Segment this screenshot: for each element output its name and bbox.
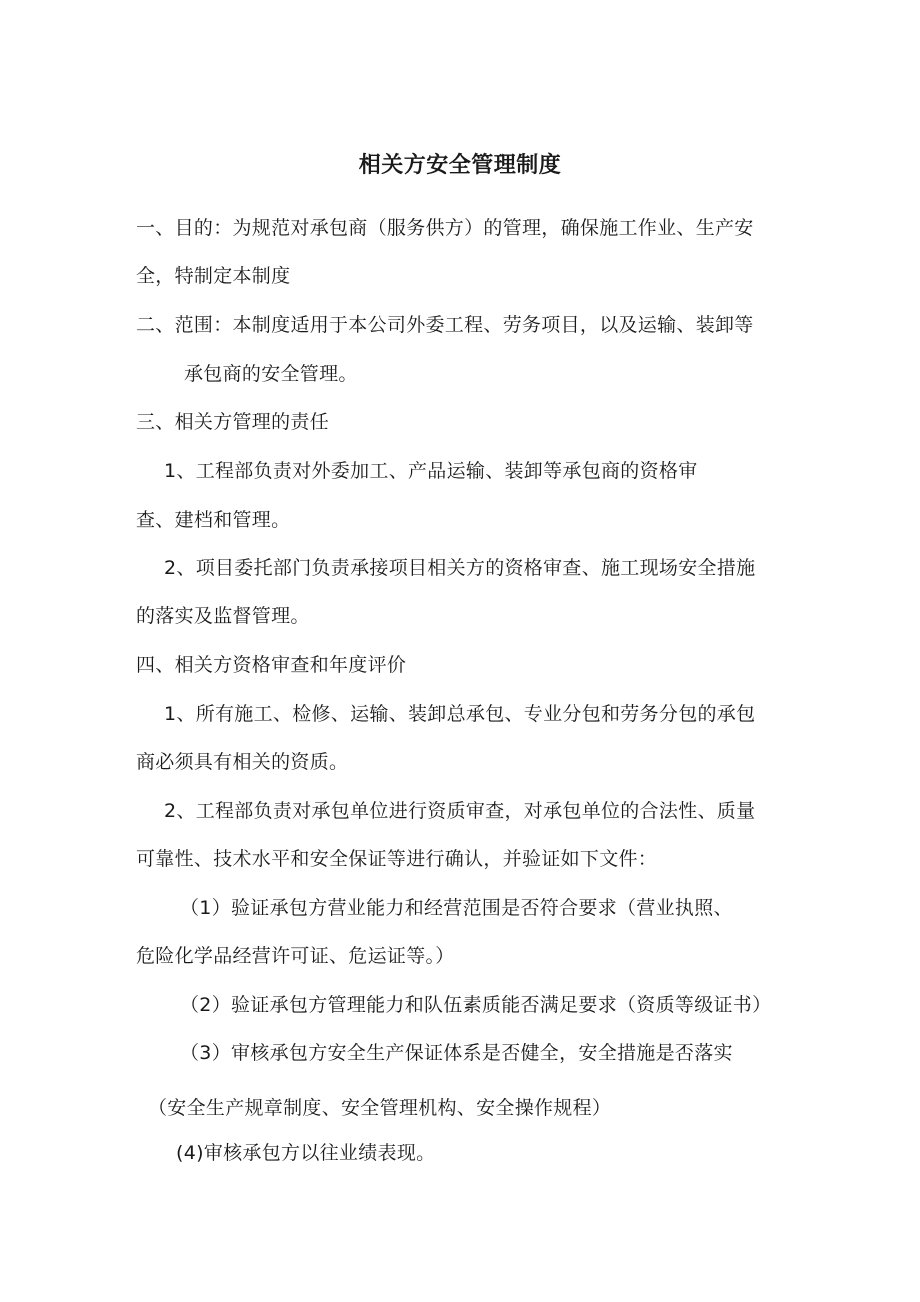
sub-item-2: （2）验证承包方管理能力和队伍素质能否满足要求（资质等级证书） — [180, 994, 772, 1016]
scope-line-1: 二、范围：本制度适用于本公司外委工程、劳务项目，以及运输、装卸等 — [136, 314, 754, 336]
purpose-line-1: 一、目的：为规范对承包商（服务供方）的管理，确保施工作业、生产安 — [136, 217, 754, 239]
scope-line-2: 承包商的安全管理。 — [184, 363, 358, 385]
sub-item-3-line-1: （3）审核承包方安全生产保证体系是否健全，安全措施是否落实 — [180, 1042, 733, 1064]
s4-item-2-line-1: 2、工程部负责对承包单位进行资质审查，对承包单位的合法性、质量 — [164, 800, 756, 822]
s3-item-2-line-1: 2、项目委托部门负责承接项目相关方的资格审查、施工现场安全措施 — [164, 557, 756, 579]
sub-item-4: (4)审核承包方以往业绩表现。 — [176, 1142, 436, 1164]
sub-item-3-line-2: （安全生产规章制度、安全管理机构、安全操作规程） — [148, 1097, 612, 1119]
sub-item-1-line-1: （1）验证承包方营业能力和经营范围是否符合要求（营业执照、 — [180, 897, 733, 919]
purpose-line-2: 全，特制定本制度 — [136, 265, 291, 287]
s4-item-2-line-2: 可靠性、技术水平和安全保证等进行确认，并验证如下文件： — [136, 848, 658, 870]
sub-item-1-line-2: 危险化学品经营许可证、危运证等。） — [136, 945, 455, 967]
s3-item-1-line-2: 查、建档和管理。 — [136, 509, 291, 531]
s3-item-2-line-2: 的落实及监督管理。 — [136, 605, 310, 627]
section-3-heading: 三、相关方管理的责任 — [136, 411, 330, 433]
s4-item-1-line-2: 商必须具有相关的资质。 — [136, 751, 349, 773]
section-4-heading: 四、相关方资格审查和年度评价 — [136, 654, 407, 676]
s4-item-1-line-1: 1、所有施工、检修、运输、装卸总承包、专业分包和劳务分包的承包 — [164, 703, 756, 725]
s3-item-1-line-1: 1、工程部负责对外委加工、产品运输、装卸等承包商的资格审 — [164, 460, 698, 482]
document-title: 相关方安全管理制度 — [358, 153, 562, 178]
